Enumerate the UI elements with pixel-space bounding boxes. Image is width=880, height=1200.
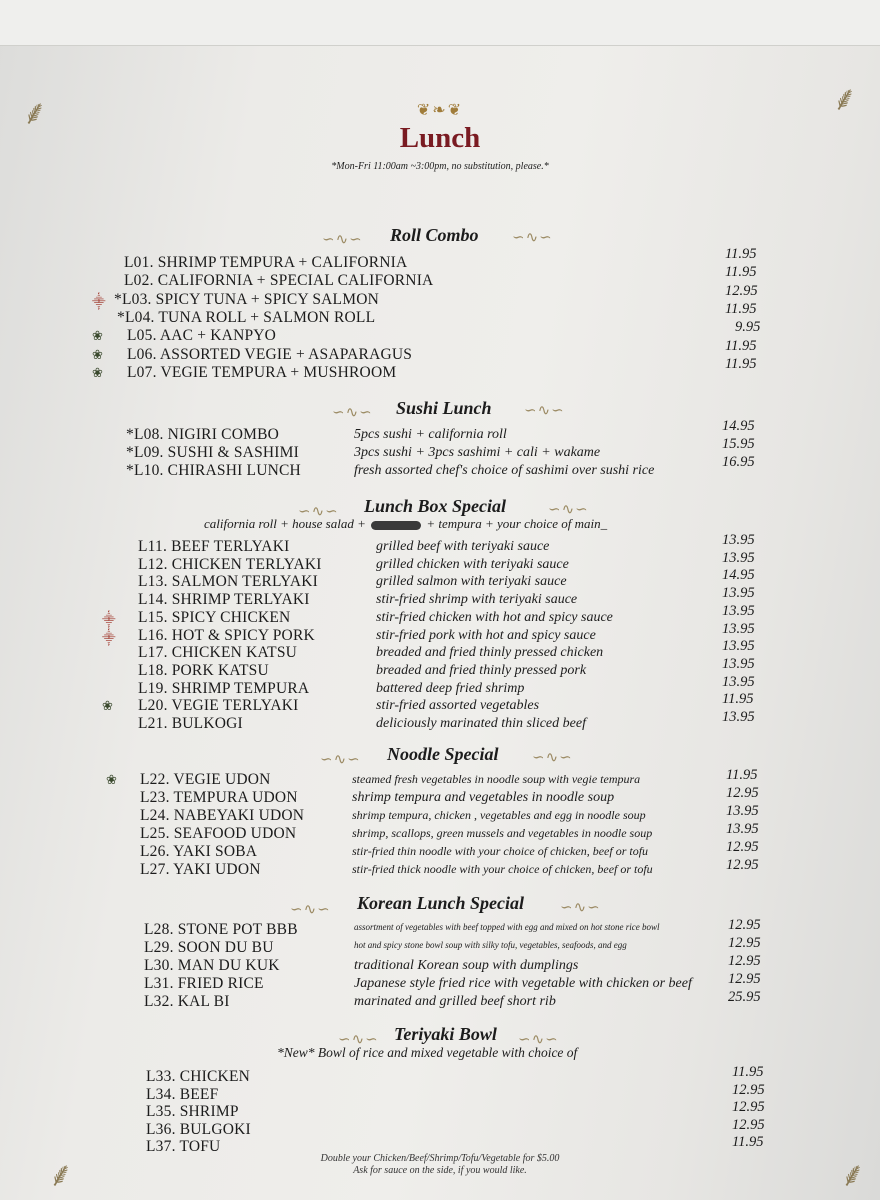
section-title-lunch-box: Lunch Box Special xyxy=(364,496,507,516)
swirl-left-icon: ∽∿∽ xyxy=(338,1032,379,1048)
swirl-right-icon: ∽∿∽ xyxy=(512,230,553,246)
menu-item-price: 12.95 xyxy=(728,917,761,933)
menu-item-price: 12.95 xyxy=(728,953,761,969)
teriyaki-subtitle: *New* Bowl of rice and mixed vegetable with choice of xyxy=(277,1045,578,1060)
section-title-teriyaki: Teriyaki Bowl xyxy=(394,1024,497,1044)
menu-item-name: L27. YAKI UDON xyxy=(140,861,261,878)
menu-item-description: marinated and grilled beef short rib xyxy=(354,994,556,1009)
menu-item-price: 13.95 xyxy=(722,655,755,672)
menu-item-price: 11.95 xyxy=(725,264,757,281)
menu-item-name: *L04. TUNA ROLL + SALMON ROLL xyxy=(117,308,376,326)
menu-item-description: shrimp tempura and vegetables in noodle soup xyxy=(352,790,615,805)
menu-item-name: L26. YAKI SOBA xyxy=(140,843,258,860)
swirl-right-icon: ∽∿∽ xyxy=(524,403,565,419)
menu-item-name: L12. CHICKEN TERLYAKI xyxy=(138,555,322,573)
menu-item-price: 13.95 xyxy=(722,532,755,548)
menu-item-price: 13.95 xyxy=(722,549,755,566)
page-title: Lunch xyxy=(399,122,481,154)
menu-item-price: 11.95 xyxy=(732,1134,764,1150)
corner-ornament-bottom-right: ⸙ xyxy=(840,1157,866,1194)
menu-item-price: 12.95 xyxy=(726,785,759,801)
menu-item-name: *L10. CHIRASHI LUNCH xyxy=(126,462,301,479)
menu-item-name: L34. BEEF xyxy=(146,1085,219,1103)
leaf-icon: ❀ xyxy=(102,698,113,714)
menu-item-price: 11.95 xyxy=(726,767,758,783)
header-ornament-icon: ❦❧❦ xyxy=(416,102,464,119)
menu-item-price: 25.95 xyxy=(728,989,761,1005)
menu-item-price: 13.95 xyxy=(722,638,755,655)
menu-item-price: 13.95 xyxy=(722,620,755,637)
menu-item-description: battered deep fried shrimp xyxy=(376,680,525,696)
menu-item-price: 12.95 xyxy=(732,1099,765,1115)
menu-item-price: 13.95 xyxy=(722,709,755,725)
footer-note-double: Double your Chicken/Beef/Shrimp/Tofu/Vegetable for $5.00 xyxy=(320,1153,560,1164)
section-title-sushi-lunch: Sushi Lunch xyxy=(396,398,492,418)
menu-item-name: L01. SHRIMP TEMPURA + CALIFORNIA xyxy=(124,254,408,271)
lunch-box-includes-b: + tempura + your choice of main_ xyxy=(426,516,608,531)
menu-item-name: L16. HOT & SPICY PORK xyxy=(138,626,315,644)
menu-item-name: L28. STONE POT BBB xyxy=(144,921,298,938)
menu-item-name: L24. NABEYAKI UDON xyxy=(140,807,305,824)
pepper-icon: ⸎ xyxy=(102,611,116,627)
menu-item-price: 13.95 xyxy=(726,821,759,837)
menu-item-price: 13.95 xyxy=(722,585,755,602)
section-title-noodle: Noodle Special xyxy=(387,744,499,764)
menu-item-price: 16.95 xyxy=(722,454,755,470)
corner-ornament-top-right: ⸙ xyxy=(832,81,858,118)
menu-item-name: L32. KAL BI xyxy=(144,993,230,1010)
menu-item-name: L18. PORK KATSU xyxy=(138,661,269,679)
menu-item-name: L30. MAN DU KUK xyxy=(144,957,280,974)
menu-item-name: L20. VEGIE TERLYAKI xyxy=(138,697,299,715)
menu-item-price: 12.95 xyxy=(732,1116,765,1133)
menu-item-description: fresh assorted chef's choice of sashimi over sushi rice xyxy=(354,463,655,478)
menu-item-description: stir-fried assorted vegetables xyxy=(376,698,540,714)
menu-item-name: L35. SHRIMP xyxy=(146,1103,239,1120)
menu-item-name: L13. SALMON TERLYAKI xyxy=(138,573,318,591)
menu-item-description: 5pcs sushi + california roll xyxy=(354,427,507,442)
menu-item-description: shrimp tempura, chicken , vegetables and egg in noodle soup xyxy=(352,808,646,822)
menu-item-description: stir-fried pork with hot and spicy sauce xyxy=(376,627,596,643)
menu-item-description: stir-fried chicken with hot and spicy sauce xyxy=(376,609,613,625)
section-title-korean: Korean Lunch Special xyxy=(357,893,525,913)
swirl-left-icon: ∽∿∽ xyxy=(298,504,339,520)
menu-item-name: L25. SEAFOOD UDON xyxy=(140,825,297,842)
menu-item-price: 11.95 xyxy=(725,337,757,354)
menu-item-price: 11.95 xyxy=(725,246,757,262)
swirl-left-icon: ∽∿∽ xyxy=(322,232,363,248)
menu-item-price: 12.95 xyxy=(728,935,761,951)
menu-item-description: shrimp, scallops, green mussels and vegetables in noodle soup xyxy=(352,826,653,840)
section-title-roll-combo: Roll Combo xyxy=(390,225,479,245)
menu-item-name: L06. ASSORTED VEGIE + ASAPARAGUS xyxy=(127,345,413,363)
menu-item-name: L17. CHICKEN KATSU xyxy=(138,644,298,662)
menu-item-price: 12.95 xyxy=(728,971,761,987)
lunch-box-includes-a: california roll + house salad + xyxy=(204,516,366,531)
menu-item-description: Japanese style fried rice with vegetable with chicken or beef xyxy=(354,976,692,991)
swirl-right-icon: ∽∿∽ xyxy=(548,502,589,518)
swirl-right-icon: ∽∿∽ xyxy=(518,1032,559,1048)
menu-item-name: *L03. SPICY TUNA + SPICY SALMON xyxy=(114,290,379,308)
menu-item-price: 12.95 xyxy=(732,1081,765,1098)
menu-item-name: *L09. SUSHI & SASHIMI xyxy=(126,444,299,461)
menu-item-price: 12.95 xyxy=(725,282,758,299)
menu-item-description: steamed fresh vegetables in noodle soup with vegie tempura xyxy=(352,772,641,786)
menu-item-price: 12.95 xyxy=(726,839,759,855)
menu-item-description: 3pcs sushi + 3pcs sashimi + cali + wakame xyxy=(354,445,601,460)
menu-item-name: L19. SHRIMP TEMPURA xyxy=(138,679,310,697)
menu-item-price: 13.95 xyxy=(722,602,755,619)
menu-item-price: 11.95 xyxy=(722,691,754,708)
menu-item-name: L31. FRIED RICE xyxy=(144,975,264,992)
menu-item-description: assortment of vegetables with beef topped with egg and mixed on hot stone rice bowl xyxy=(354,922,660,932)
lunch-hours-note: *Mon-Fri 11:00am ~3:00pm, no substitution, please.* xyxy=(331,161,549,172)
menu-item-name: L15. SPICY CHICKEN xyxy=(138,608,291,626)
menu-item-name: L02. CALIFORNIA + SPECIAL CALIFORNIA xyxy=(124,272,434,290)
menu-item-description: traditional Korean soup with dumplings xyxy=(354,958,579,973)
menu-item-price: 9.95 xyxy=(735,319,761,336)
menu-item-name: L36. BULGOKI xyxy=(146,1120,251,1138)
menu-item-description: grilled beef with teriyaki sauce xyxy=(376,539,550,554)
leaf-icon: ❀ xyxy=(92,346,103,362)
menu-item-description: grilled chicken with teriyaki sauce xyxy=(376,556,569,572)
leaf-icon: ❀ xyxy=(92,364,103,380)
corner-ornament-bottom-left: ⸙ xyxy=(48,1157,74,1194)
menu-item-name: L37. TOFU xyxy=(146,1138,221,1155)
menu-item-description: breaded and fried thinly pressed pork xyxy=(376,662,587,678)
lunch-box-includes xyxy=(204,516,607,532)
menu-item-description: stir-fried shrimp with teriyaki sauce xyxy=(376,592,578,608)
menu-item-name: L33. CHICKEN xyxy=(146,1068,251,1085)
menu-item-price: 13.95 xyxy=(722,673,755,690)
swirl-right-icon: ∽∿∽ xyxy=(532,750,573,766)
menu-item-name: L22. VEGIE UDON xyxy=(140,771,271,788)
menu-item-price: 11.95 xyxy=(725,300,757,317)
swirl-right-icon: ∽∿∽ xyxy=(560,900,601,916)
menu-item-description: stir-fried thick noodle with your choice of chicken, beef or tofu xyxy=(352,862,653,876)
menu-item-description: breaded and fried thinly pressed chicken xyxy=(376,645,604,661)
corner-ornament-top-left: ⸙ xyxy=(22,95,48,132)
menu-item-name: L11. BEEF TERLYAKI xyxy=(138,538,290,555)
menu-item-name: L14. SHRIMP TERLYAKI xyxy=(138,591,310,609)
swirl-left-icon: ∽∿∽ xyxy=(290,902,331,918)
menu-item-price: 11.95 xyxy=(725,355,757,372)
menu-item-name: L21. BULKOGI xyxy=(138,715,243,732)
menu-item-name: *L08. NIGIRI COMBO xyxy=(126,426,279,443)
menu-item-name: L05. AAC + KANPYO xyxy=(127,327,277,345)
menu-item-description: hot and spicy stone bowl soup with silky tofu, vegetables, seafoods, and egg xyxy=(354,940,627,950)
menu-item-name: L07. VEGIE TEMPURA + MUSHROOM xyxy=(127,363,397,381)
pepper-icon: ⸎ xyxy=(102,629,116,645)
leaf-icon: ❀ xyxy=(92,328,103,344)
menu-item-description: grilled salmon with teriyaki sauce xyxy=(376,574,567,590)
menu-item-description: stir-fried thin noodle with your choice of chicken, beef or tofu xyxy=(352,844,649,858)
menu-item-price: 14.95 xyxy=(722,567,755,584)
scribbled-out-text xyxy=(371,521,421,530)
menu-item-price: 13.95 xyxy=(726,803,759,819)
pepper-icon: ⸎ xyxy=(92,293,106,309)
menu-item-name: L29. SOON DU BU xyxy=(144,939,274,956)
menu-item-price: 14.95 xyxy=(722,418,755,434)
footer-note-sauce: Ask for sauce on the side, if you would like. xyxy=(353,1165,527,1176)
menu-item-description: deliciously marinated thin sliced beef xyxy=(376,716,586,731)
menu-item-price: 12.95 xyxy=(726,857,759,873)
page-top-edge xyxy=(0,0,880,46)
menu-item-price: 15.95 xyxy=(722,436,755,452)
menu-item-name: L23. TEMPURA UDON xyxy=(140,789,298,806)
leaf-icon: ❀ xyxy=(106,772,117,787)
swirl-left-icon: ∽∿∽ xyxy=(332,405,373,421)
menu-item-price: 11.95 xyxy=(732,1064,764,1080)
swirl-left-icon: ∽∿∽ xyxy=(320,752,361,768)
